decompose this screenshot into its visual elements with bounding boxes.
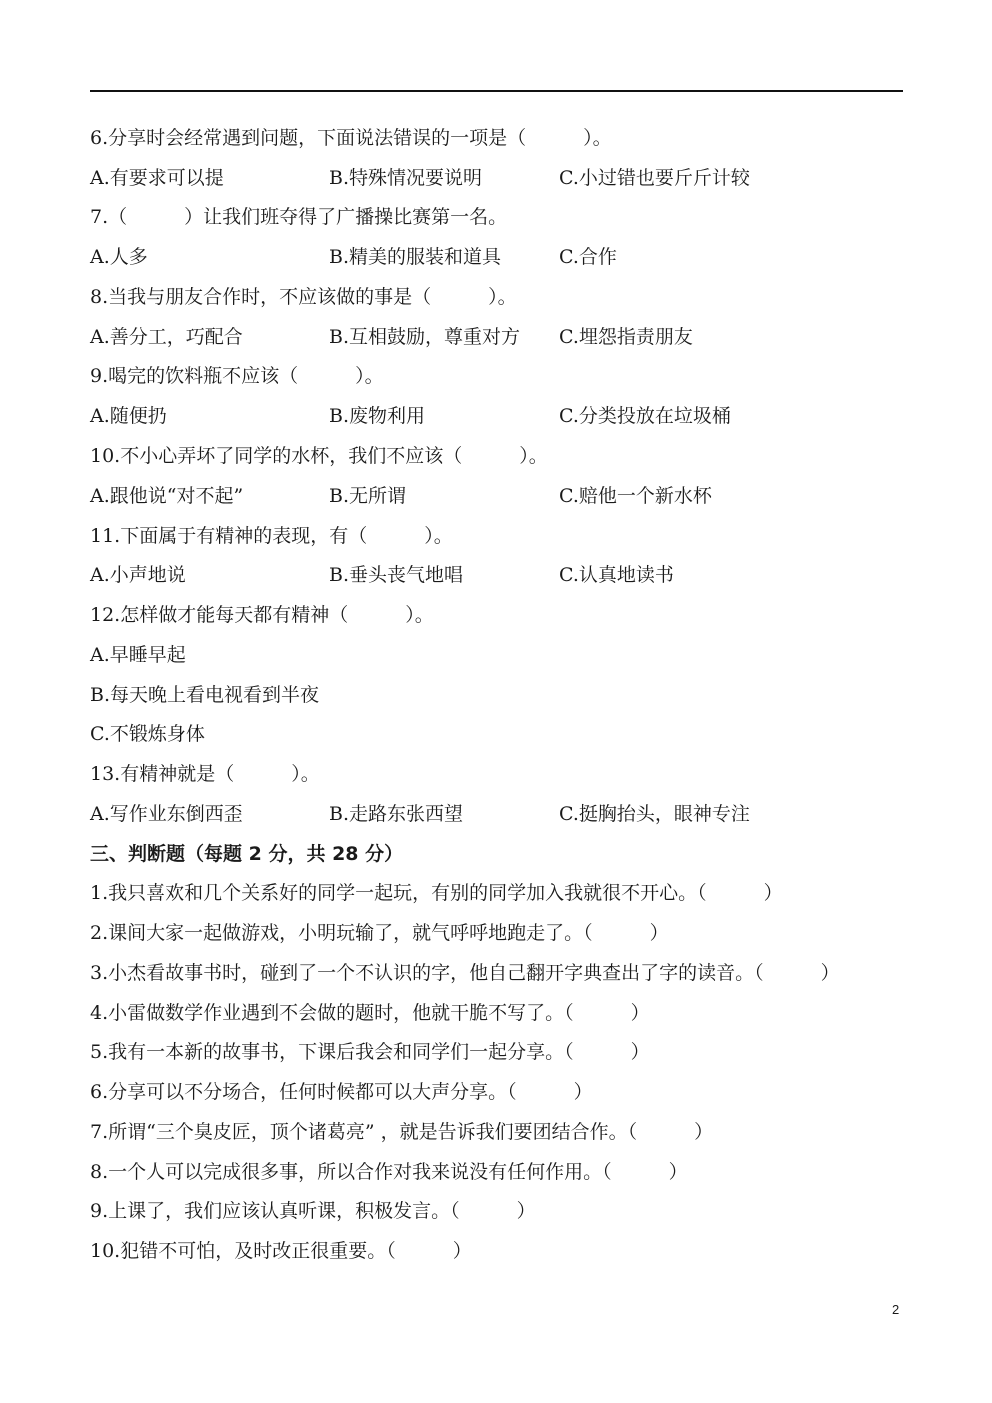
question-9-stem: 9.喝完的饮料瓶不应该（ ）。 — [90, 365, 384, 387]
judge-item-9: 9.上课了，我们应该认真听课，积极发言。（ ） — [90, 1200, 536, 1222]
page-number: 2 — [892, 1302, 900, 1317]
question-9-option-c: C.分类投放在垃圾桶 — [559, 405, 731, 427]
section-heading-true-false: 三、判断题（每题 2 分，共 28 分） — [90, 843, 404, 865]
judge-item-7: 7.所谓“三个臭皮匠，顶个诸葛亮” ，就是告诉我们要团结合作。（ ） — [90, 1121, 714, 1143]
question-6-option-b: B.特殊情况要说明 — [329, 167, 483, 189]
question-10-option-c: C.赔他一个新水杯 — [559, 485, 712, 507]
question-11-option-b: B.垂头丧气地唱 — [329, 564, 464, 586]
judge-item-3: 3.小杰看故事书时，碰到了一个不认识的字，他自己翻开字典查出了字的读音。（ ） — [90, 962, 840, 984]
question-8-option-c: C.埋怨指责朋友 — [559, 326, 693, 348]
question-12-option-a: A.早睡早起 — [90, 644, 186, 666]
judge-item-2: 2.课间大家一起做游戏，小明玩输了，就气呼呼地跑走了。（ ） — [90, 922, 669, 944]
judge-item-5: 5.我有一本新的故事书，下课后我会和同学们一起分享。（ ） — [90, 1041, 650, 1063]
question-11-option-a: A.小声地说 — [90, 564, 186, 586]
question-12-option-b: B.每天晚上看电视看到半夜 — [90, 684, 320, 706]
question-11-option-c: C.认真地读书 — [559, 564, 674, 586]
question-7-option-c: C.合作 — [559, 246, 617, 268]
question-13-option-b: B.走路东张西望 — [329, 803, 464, 825]
question-10-option-a: A.跟他说“对不起” — [90, 485, 244, 507]
question-6-option-c: C.小过错也要斤斤计较 — [559, 167, 750, 189]
question-8-option-a: A.善分工，巧配合 — [90, 326, 243, 348]
question-13-stem: 13.有精神就是（ ）。 — [90, 763, 320, 785]
question-10-stem: 10.不小心弄坏了同学的水杯，我们不应该（ ）。 — [90, 445, 548, 467]
question-11-stem: 11.下面属于有精神的表现，有（ ）。 — [90, 525, 453, 547]
judge-item-10: 10.犯错不可怕，及时改正很重要。（ ） — [90, 1240, 472, 1262]
question-7-option-a: A.人多 — [90, 246, 148, 268]
header-rule — [90, 90, 903, 92]
question-8-option-b: B.互相鼓励，尊重对方 — [329, 326, 521, 348]
question-13-option-a: A.写作业东倒西歪 — [90, 803, 243, 825]
judge-item-6: 6.分享可以不分场合，任何时候都可以大声分享。（ ） — [90, 1081, 593, 1103]
question-9-option-b: B.废物利用 — [329, 405, 426, 427]
question-12-stem: 12.怎样做才能每天都有精神（ ）。 — [90, 604, 434, 626]
question-8-stem: 8.当我与朋友合作时，不应该做的事是（ ）。 — [90, 286, 517, 308]
judge-item-8: 8.一个人可以完成很多事，所以合作对我来说没有任何作用。（ ） — [90, 1161, 688, 1183]
judge-item-1: 1.我只喜欢和几个关系好的同学一起玩，有别的同学加入我就很不开心。（ ） — [90, 882, 783, 904]
question-6-option-a: A.有要求可以提 — [90, 167, 224, 189]
question-7-option-b: B.精美的服装和道具 — [329, 246, 502, 268]
question-9-option-a: A.随便扔 — [90, 405, 167, 427]
question-6-stem: 6.分享时会经常遇到问题，下面说法错误的一项是（ ）。 — [90, 127, 612, 149]
question-7-stem: 7.（ ）让我们班夺得了广播操比赛第一名。 — [90, 206, 508, 228]
judge-item-4: 4.小雷做数学作业遇到不会做的题时，他就干脆不写了。（ ） — [90, 1002, 650, 1024]
question-13-option-c: C.挺胸抬头，眼神专注 — [559, 803, 750, 825]
question-10-option-b: B.无所谓 — [329, 485, 407, 507]
question-12-option-c: C.不锻炼身体 — [90, 723, 205, 745]
